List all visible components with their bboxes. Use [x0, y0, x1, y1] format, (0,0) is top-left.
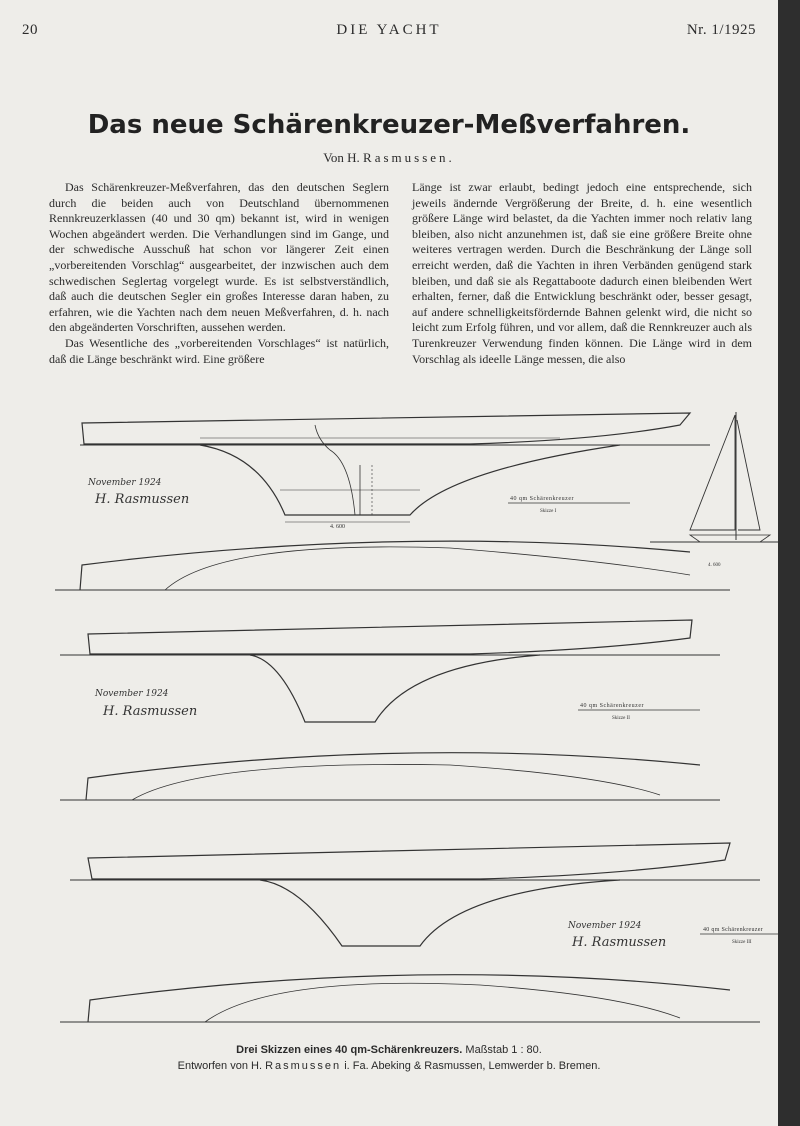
deck-plan [80, 541, 690, 590]
caption-title: Drei Skizzen eines 40 qm-Schärenkreuzers. [236, 1044, 463, 1056]
scan-edge [778, 0, 800, 1126]
sketch-label: 40 qm Schärenkreuzer [703, 927, 763, 933]
sketch-label: 40 qm Schärenkreuzer [580, 703, 644, 709]
jib [737, 420, 760, 530]
journal-title: DIE YACHT [336, 22, 442, 38]
byline-author: Rasmussen. [363, 150, 455, 165]
figure-credit [0, 1060, 778, 1072]
sail-hull [690, 535, 770, 542]
paragraph: Länge ist zwar erlaubt, bedingt jedoch eine entsprechende, sich jeweils ändernde Vergrößerung der Breite, d. h. eine wesentlich größere Länge wird belastet, da die Yachten immer noch relativ lang bleiben, also nicht anzunehmen ist, daß sie eine größere Breite ohne weiteres vertragen werden. Durch die Beschränkung der Länge soll erreicht werden, daß die Yachten in ihren Verbänden genügend stark bleiben, und daß sie als Regattaboote dadurch einen bleibenden Wert erhalten, ferner, daß die Entwicklung beschränkt oder, besser gesagt, auf andere schnelligkeitsfördernde Bahnen gelenkt wird, die nicht so leicht zum Erfolg führen, und vor allem, daß die Rennkreuzer auch als Turenkreuzer Verwendung finden können. Die Länge wird in dem Vorschlag als ideelle Länge messen, die also [412, 180, 752, 366]
sketch-2 [60, 620, 720, 800]
paragraph: Das Schärenkreuzer-Meßverfahren, das den deutschen Seglern durch die beiden auch von Deutschland übernommenen Rennkreuzerklassen (40 und 30 qm) bekannt ist, wird in wenigen Wochen abgeändert werden. Die Verhandlungen sind im Gange, und der schwedische Ausschuß hat schon vor längerer Zeit einen „vorbereitenden Vorschlag“ ausgearbeitet, der inzwischen auch dem schwedischen Seglertag vorgelegt wurde. Es ist selbstverständlich, daß auch die deutschen Segler ein großes Interesse daran haben, zu erfahren, wie die Yachten nach dem neuen Meßverfahren, d. h. nach den abgeänderten Vorschriften, aussehen werden. [49, 180, 389, 335]
deck-line [132, 764, 660, 800]
keel-profile [200, 445, 620, 515]
sail-plan [650, 412, 778, 568]
sketch-number: Skizze III [732, 940, 752, 945]
issue-number: Nr. 1/1925 [686, 22, 756, 38]
sketch-number: Skizze I [540, 509, 557, 514]
signature: H. Rasmussen [572, 935, 667, 950]
sketch-number: Skizze II [612, 716, 630, 721]
text-column-left [49, 180, 389, 367]
rig-dimension: 4. 600 [708, 563, 721, 568]
hull-profile [88, 620, 692, 654]
article-title: Das neue Schärenkreuzer-Meßverfahren. [87, 110, 691, 140]
deck-line [205, 983, 680, 1022]
deck-plan [86, 753, 700, 800]
keel-profile [250, 655, 540, 722]
byline [0, 150, 778, 166]
keel-profile [260, 880, 620, 946]
signature-date: November 1924 [88, 478, 162, 488]
figure-caption [0, 1044, 778, 1056]
sketch-label: 40 qm Schärenkreuzer [510, 496, 574, 502]
credit-suffix: i. Fa. Abeking & Rasmussen, Lemwerder b. Bremen. [344, 1060, 601, 1072]
paragraph: Das Wesentliche des „vorbereitenden Vorschlages“ ist natürlich, daß die Länge beschränkt wird. Eine größere [49, 335, 389, 366]
keel-dimension: 4. 600 [330, 524, 345, 530]
signature-date: November 1924 [568, 921, 642, 931]
credit-name: Rasmussen [265, 1060, 342, 1072]
signature: H. Rasmussen [95, 492, 190, 507]
signature-date: November 1924 [95, 689, 169, 699]
hull-sketches [0, 400, 778, 1040]
text-column-right [412, 180, 752, 367]
hull-profile [88, 843, 730, 879]
deck-line [165, 547, 690, 590]
deck-plan [88, 975, 730, 1022]
mainsail [690, 415, 735, 530]
frame-line [315, 425, 355, 515]
sketch-1 [55, 413, 730, 590]
sketch-3 [60, 843, 778, 1022]
signature: H. Rasmussen [103, 704, 198, 719]
page-number: 20 [22, 22, 38, 38]
byline-prefix: Von H. [323, 150, 360, 165]
caption-scale: Maßstab 1 : 80. [465, 1044, 542, 1056]
credit-prefix: Entworfen von H. [177, 1060, 262, 1072]
hull-profile [82, 413, 690, 444]
